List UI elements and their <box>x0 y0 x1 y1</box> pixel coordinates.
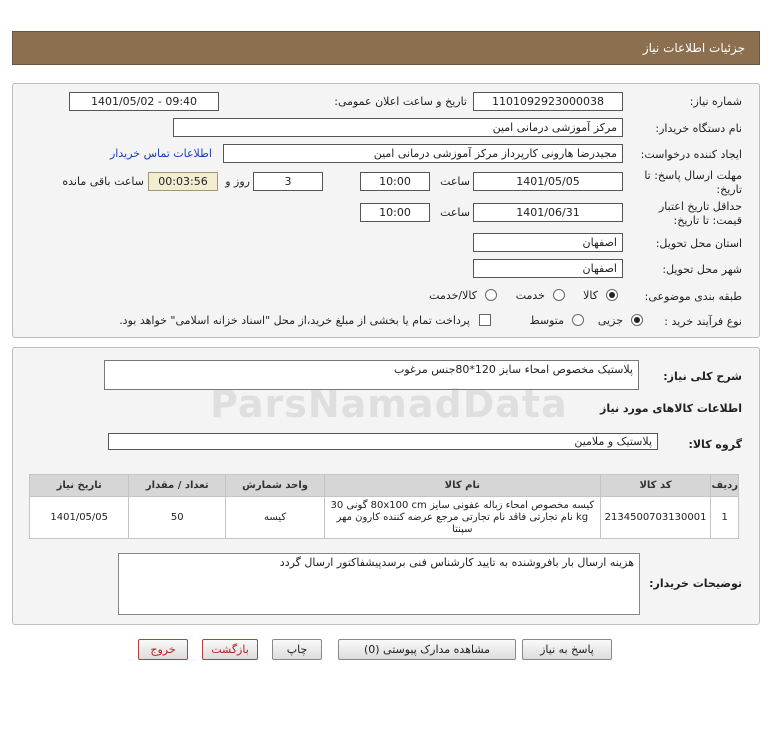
exit-button[interactable]: خروج <box>138 639 188 660</box>
validity-date-field: 1401/06/31 <box>473 203 623 222</box>
reply-date-field: 1401/05/05 <box>473 172 623 191</box>
days-field: 3 <box>253 172 323 191</box>
city-field: اصفهان <box>473 259 623 278</box>
cell-name: کیسه مخصوص امحاء زباله عفونی سایز 80x100 cm گونی 30 kg نام تجارتی فاقد نام تجارتی مرجع عرضه کننده کارون مهر سپنتا <box>325 497 601 539</box>
process-option-minor: جزیی <box>597 314 623 327</box>
buyer-contact-link[interactable]: اطلاعات تماس خریدار <box>110 147 212 160</box>
cell-date: 1401/05/05 <box>30 497 129 539</box>
reply-deadline-label-2: تاریخ: <box>716 183 742 196</box>
announce-datetime-label: تاریخ و ساعت اعلان عمومی: <box>334 95 467 108</box>
general-desc-label: شرح کلی نیاز: <box>663 370 742 383</box>
table-row <box>30 497 739 539</box>
general-desc-field: پلاستیک مخصوص امحاء سایز 120*80جنس مرغوب <box>104 360 639 390</box>
col-qty: تعداد / مقدار <box>129 475 226 497</box>
process-radio-minor[interactable] <box>631 314 643 326</box>
col-date: تاریخ نیاز <box>30 475 129 497</box>
validity-hour-field: 10:00 <box>360 203 430 222</box>
print-button[interactable]: چاپ <box>272 639 322 660</box>
process-radio-medium[interactable] <box>572 314 584 326</box>
col-unit: واحد شمارش <box>226 475 325 497</box>
buyer-org-label: نام دستگاه خریدار: <box>655 122 742 135</box>
treasury-checkbox[interactable] <box>479 314 491 326</box>
category-option-goods: کالا <box>583 289 598 302</box>
process-type-label: نوع فرآیند خرید : <box>664 315 742 328</box>
remaining-label: ساعت باقی مانده <box>62 175 144 188</box>
col-name: نام کالا <box>325 475 601 497</box>
requester-label: ایجاد کننده درخواست: <box>640 148 742 161</box>
cell-code: 2134500703130001 <box>600 497 711 539</box>
attachments-button[interactable]: مشاهده مدارک پیوستی (0) <box>338 639 516 660</box>
requester-field: مجیدرضا هارونی کارپرداز مرکز آموزشی درمانی امین <box>223 144 623 163</box>
province-field: اصفهان <box>473 233 623 252</box>
buyer-notes-field: هزینه ارسال بار بافروشنده به تایید کارشناس فنی برسدپیشفاکتور ارسال گردد <box>118 553 640 615</box>
col-code: کد کالا <box>600 475 711 497</box>
goods-table <box>29 474 739 539</box>
day-and-label: روز و <box>225 175 250 188</box>
page-title: جزئیات اطلاعات نیاز <box>642 41 745 55</box>
goods-info-title: اطلاعات کالاهای مورد نیاز <box>600 402 742 415</box>
watermark: ParsNamadData <box>210 382 568 426</box>
reply-hour-field: 10:00 <box>360 172 430 191</box>
col-row: ردیف <box>711 475 739 497</box>
announce-datetime-field: 1401/05/02 - 09:40 <box>69 92 219 111</box>
back-button[interactable]: بازگشت <box>202 639 258 660</box>
goods-table-header <box>30 475 739 497</box>
validity-label-2: قیمت: تا تاریخ: <box>673 214 742 227</box>
category-radio-service[interactable] <box>553 289 565 301</box>
need-number-field: 1101092923000038 <box>473 92 623 111</box>
remaining-time-field: 00:03:56 <box>148 172 218 191</box>
goods-group-field: پلاستیک و ملامین <box>108 433 658 450</box>
reply-button[interactable]: پاسخ به نیاز <box>522 639 612 660</box>
category-radio-goods[interactable] <box>606 289 618 301</box>
cell-row: 1 <box>711 497 739 539</box>
category-radio-both[interactable] <box>485 289 497 301</box>
category-option-both: کالا/خدمت <box>429 289 477 302</box>
buyer-org-field: مرکز آموزشی درمانی امین <box>173 118 623 137</box>
province-label: استان محل تحویل: <box>655 237 742 250</box>
goods-group-label: گروه کالا: <box>688 438 742 451</box>
page-header <box>12 31 760 65</box>
category-option-service: خدمت <box>515 289 545 302</box>
category-label: طبقه بندی موضوعی: <box>644 290 742 303</box>
validity-hour-label: ساعت <box>440 206 470 219</box>
reply-hour-label: ساعت <box>440 175 470 188</box>
process-option-medium: متوسط <box>529 314 564 327</box>
need-number-label: شماره نیاز: <box>689 95 742 108</box>
cell-unit: کیسه <box>226 497 325 539</box>
reply-deadline-label: مهلت ارسال پاسخ: تا <box>644 169 742 182</box>
cell-qty: 50 <box>129 497 226 539</box>
validity-label: حداقل تاریخ اعتبار <box>658 200 742 213</box>
buyer-notes-label: توضیحات خریدار: <box>649 577 742 590</box>
city-label: شهر محل تحویل: <box>662 263 742 276</box>
treasury-note: پرداخت تمام یا بخشی از مبلغ خرید،از محل "اسناد خزانه اسلامی" خواهد بود. <box>119 314 470 327</box>
